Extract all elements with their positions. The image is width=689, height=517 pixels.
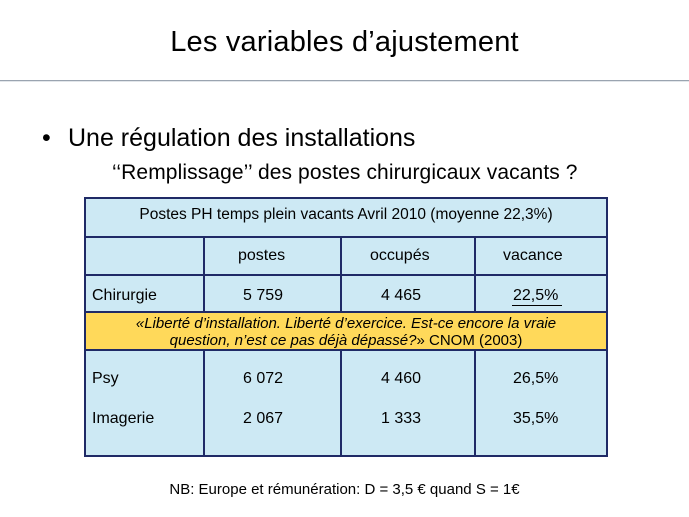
cell-postes: 6 072 — [243, 370, 284, 387]
bullet-text: Une régulation des installations — [68, 124, 416, 152]
row-label-imagerie: Imagerie — [92, 410, 155, 427]
quote-line-2: question, n’est ce pas déjà dépassé? — [169, 332, 417, 349]
cell-postes: 2 067 — [243, 410, 284, 427]
cell-postes: 5 759 — [243, 287, 284, 304]
bullet-icon: • — [42, 124, 51, 152]
table-rule — [86, 274, 606, 276]
quote-line-1: «Liberté d’installation. Liberté d’exercice. Est-ce encore la vraie — [135, 315, 557, 332]
column-header-vacance: vacance — [503, 247, 563, 264]
table-rule — [203, 351, 205, 455]
column-header-occupes: occupés — [370, 247, 430, 264]
table-rule — [474, 236, 476, 311]
footnote: NB: Europe et rémunération: D = 3,5 € quand S = 1€ — [169, 481, 520, 498]
quote-source: » CNOM (2003) — [416, 332, 523, 349]
table-rule — [203, 236, 205, 311]
sub-bullet-text: ‘‘Remplissage’’ des postes chirurgicaux vacants ? — [112, 161, 578, 184]
column-header-postes: postes — [238, 247, 286, 264]
bullet-point — [42, 124, 415, 153]
vacancy-table — [84, 197, 608, 457]
cell-occupes: 4 465 — [381, 287, 422, 304]
cell-occupes: 1 333 — [381, 410, 422, 427]
table-rule — [474, 351, 476, 455]
row-label-psy: Psy — [92, 370, 119, 387]
vacance-underline — [512, 305, 562, 306]
table-caption: Postes PH temps plein vacants Avril 2010 (moyenne 22,3%) — [139, 206, 553, 223]
table-rule — [340, 351, 342, 455]
cell-vacance: 35,5% — [513, 410, 559, 427]
cell-vacance: 22,5% — [513, 287, 559, 304]
table-rule — [86, 236, 606, 238]
slide-title: Les variables d’ajustement — [170, 26, 519, 58]
row-label-chirurgie: Chirurgie — [92, 287, 157, 304]
quote-banner — [86, 311, 606, 351]
cell-vacance: 26,5% — [513, 370, 559, 387]
title-band — [0, 0, 689, 81]
table-rule — [340, 236, 342, 311]
cell-occupes: 4 460 — [381, 370, 422, 387]
